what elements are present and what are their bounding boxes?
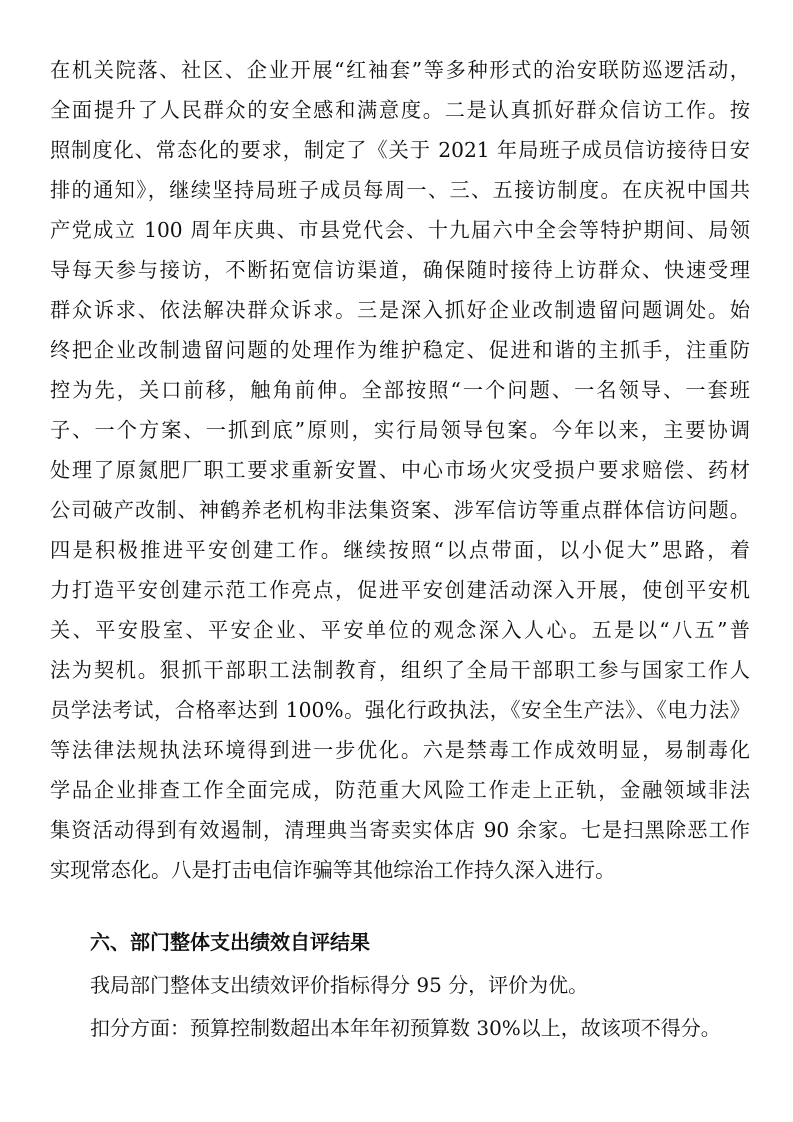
body-text-line: 实现常态化。八是打击电信诈骗等其他综治工作持久深入进行。 xyxy=(50,858,616,882)
body-text-line: 群众诉求、依法解决群众诉求。三是深入抓好企业改制遗留问题调处。始 xyxy=(50,298,750,322)
section-heading: 六、部门整体支出绩效自评结果 xyxy=(90,930,370,954)
body-text-line: 在机关院落、社区、企业开展“红袖套”等多种形式的治安联防巡逻活动， xyxy=(50,58,750,82)
score-paragraph: 我局部门整体支出绩效评价指标得分 95 分，评价为优。 xyxy=(90,973,589,997)
body-text-line: 公司破产改制、神鹤养老机构非法集资案、涉军信访等重点群体信访问题。 xyxy=(50,498,750,522)
body-text-line: 控为先，关口前移，触角前伸。全部按照“一个问题、一名领导、一套班 xyxy=(50,378,750,402)
body-text-line: 法为契机。狠抓干部职工法制教育，组织了全局干部职工参与国家工作人 xyxy=(50,658,750,682)
body-text-line: 导每天参与接访，不断拓宽信访渠道，确保随时接待上访群众、快速受理 xyxy=(50,258,750,282)
body-text-line: 集资活动得到有效遏制，清理典当寄卖实体店 90 余家。七是扫黑除恶工作 xyxy=(50,818,750,842)
body-text-line: 等法律法规执法环境得到进一步优化。六是禁毒工作成效明显，易制毒化 xyxy=(50,738,750,762)
body-text-line: 子、一个方案、一抓到底”原则，实行局领导包案。今年以来，主要协调 xyxy=(50,418,750,442)
body-text-line: 全面提升了人民群众的安全感和满意度。二是认真抓好群众信访工作。按 xyxy=(50,98,750,122)
body-text-line: 关、平安股室、平安企业、平安单位的观念深入人心。五是以“八五”普 xyxy=(50,618,750,642)
deduction-paragraph: 扣分方面：预算控制数超出本年年初预算数 30%以上，故该项不得分。 xyxy=(90,1016,721,1040)
body-text-line: 照制度化、常态化的要求，制定了《关于 2021 年局班子成员信访接待日安 xyxy=(50,138,750,162)
body-text-line: 四是积极推进平安创建工作。继续按照“以点带面，以小促大”思路，着 xyxy=(50,538,750,562)
body-text-line: 力打造平安创建示范工作亮点，促进平安创建活动深入开展，使创平安机 xyxy=(50,578,750,602)
body-text-line: 终把企业改制遗留问题的处理作为维护稳定、促进和谐的主抓手，注重防 xyxy=(50,338,750,362)
body-text-line: 排的通知》，继续坚持局班子成员每周一、三、五接访制度。在庆祝中国共 xyxy=(50,178,750,202)
body-text-line: 产党成立 100 周年庆典、市县党代会、十九届六中全会等特护期间、局领 xyxy=(50,218,750,242)
body-text-line: 学品企业排查工作全面完成，防范重大风险工作走上正轨，金融领域非法 xyxy=(50,778,750,802)
body-text-line: 员学法考试，合格率达到 100%。强化行政执法，《安全生产法》、《电力法》 xyxy=(50,698,750,722)
body-text-line: 处理了原氮肥厂职工要求重新安置、中心市场火灾受损户要求赔偿、药材 xyxy=(50,458,750,482)
